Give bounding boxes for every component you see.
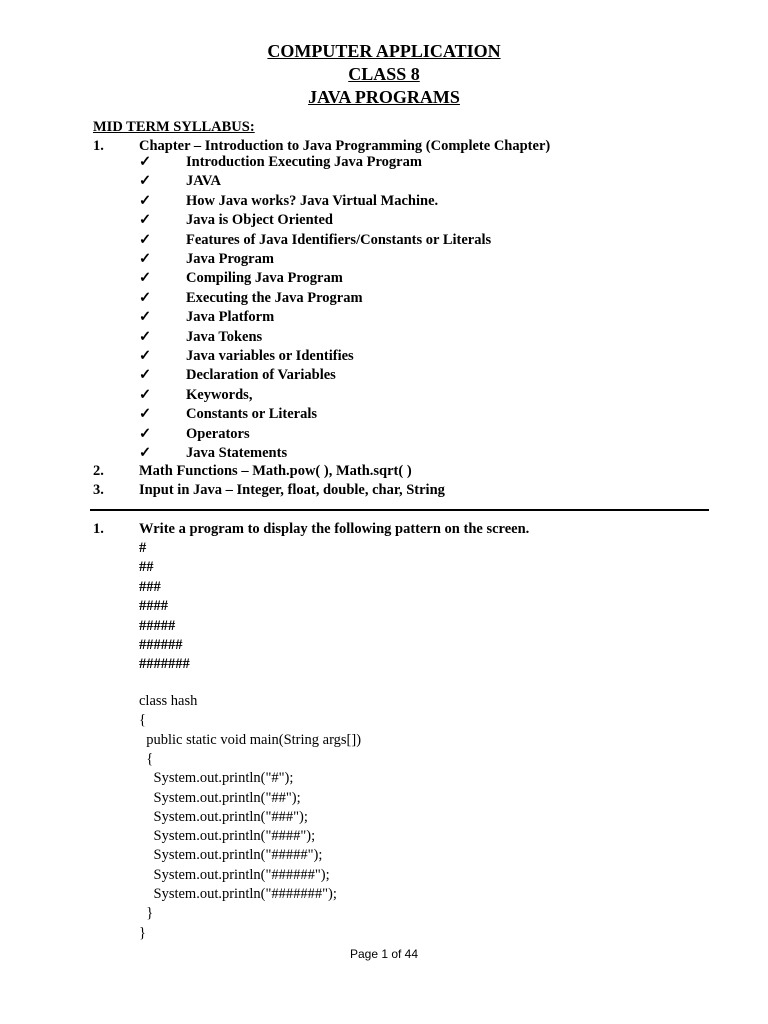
checkmark-icon: ✓ <box>139 367 152 384</box>
subitem-text: Operators <box>186 425 250 442</box>
item-text: Input in Java – Integer, float, double, char, String <box>139 482 445 498</box>
code-line: System.out.println("#"); <box>139 770 294 787</box>
checkmark-icon: ✓ <box>139 425 152 442</box>
checkmark-icon: ✓ <box>139 173 152 190</box>
subitem-text: Java Statements <box>186 445 288 461</box>
item-number: 3. <box>93 482 104 498</box>
question-text: Write a program to display the following pattern on the screen. <box>139 521 530 537</box>
subitem-text: Java Program <box>186 251 274 267</box>
code-line: System.out.println("##"); <box>139 789 301 806</box>
code-line: { <box>139 712 146 729</box>
subitem-text: Declaration of Variables <box>186 367 336 384</box>
page-footer: Page 1 of 44 <box>349 947 419 961</box>
subitem-text: Constants or Literals <box>186 406 318 423</box>
section-divider <box>90 509 709 511</box>
checkmark-icon: ✓ <box>139 289 152 306</box>
code-line: System.out.println("####"); <box>139 828 316 845</box>
pattern-line: ### <box>139 578 161 595</box>
code-line: { <box>139 750 154 767</box>
subitem-text: Java Tokens <box>186 328 263 345</box>
header-subject: COMPUTER APPLICATION <box>267 41 501 61</box>
subitem-text: Java variables or Identifies <box>186 348 354 364</box>
checkmark-icon: ✓ <box>139 192 152 209</box>
checkmark-icon: ✓ <box>139 328 152 345</box>
subitem-text: JAVA <box>186 173 221 190</box>
subitem-text: Executing the Java Program <box>186 289 363 306</box>
subitem-text: Keywords, <box>186 386 253 403</box>
checkmark-icon: ✓ <box>139 309 152 326</box>
checkmark-icon: ✓ <box>139 212 152 229</box>
code-line: class hash <box>139 693 198 709</box>
syllabus-title: MID TERM SYLLABUS: <box>93 119 255 135</box>
pattern-line: ####### <box>139 656 190 673</box>
checkmark-icon: ✓ <box>139 270 152 287</box>
header-topic: JAVA PROGRAMS <box>308 87 460 107</box>
document-header <box>0 40 768 109</box>
checkmark-icon: ✓ <box>139 348 152 364</box>
subitem-text: Java is Object Oriented <box>186 212 333 229</box>
code-line: System.out.println("#####"); <box>139 847 323 864</box>
pattern-line: ##### <box>139 617 176 634</box>
pattern-line: # <box>139 540 147 556</box>
subitem-text: Features of Java Identifiers/Constants or Literals <box>186 231 492 248</box>
code-line: System.out.println("###"); <box>139 808 308 825</box>
item-text: Chapter – Introduction to Java Programming (Complete Chapter) <box>139 138 551 154</box>
checkmark-icon: ✓ <box>139 386 152 403</box>
code-line: System.out.println("######"); <box>139 866 330 883</box>
checkmark-icon: ✓ <box>139 154 152 170</box>
checkmark-icon: ✓ <box>139 445 152 461</box>
pattern-line: ## <box>139 559 154 576</box>
item-text: Math Functions – Math.pow( ), Math.sqrt( ) <box>139 463 412 479</box>
code-line: System.out.println("#######"); <box>139 886 337 902</box>
pattern-line: #### <box>139 598 168 615</box>
checkmark-icon: ✓ <box>139 251 152 267</box>
pattern-line: ###### <box>139 637 183 653</box>
subitem-text: Java Platform <box>186 309 275 326</box>
subitem-text: How Java works? Java Virtual Machine. <box>186 192 439 209</box>
item-number: 1. <box>93 138 104 154</box>
code-line: public static void main(String args[]) <box>139 731 362 748</box>
item-number: 2. <box>93 463 104 479</box>
checkmark-icon: ✓ <box>139 231 152 248</box>
subitem-text: Introduction Executing Java Program <box>186 154 422 170</box>
header-class: CLASS 8 <box>348 64 420 84</box>
code-line: } <box>139 905 154 922</box>
question-number: 1. <box>93 521 104 537</box>
code-line: } <box>139 924 146 941</box>
subitem-text: Compiling Java Program <box>186 270 343 287</box>
checkmark-icon: ✓ <box>139 406 152 423</box>
